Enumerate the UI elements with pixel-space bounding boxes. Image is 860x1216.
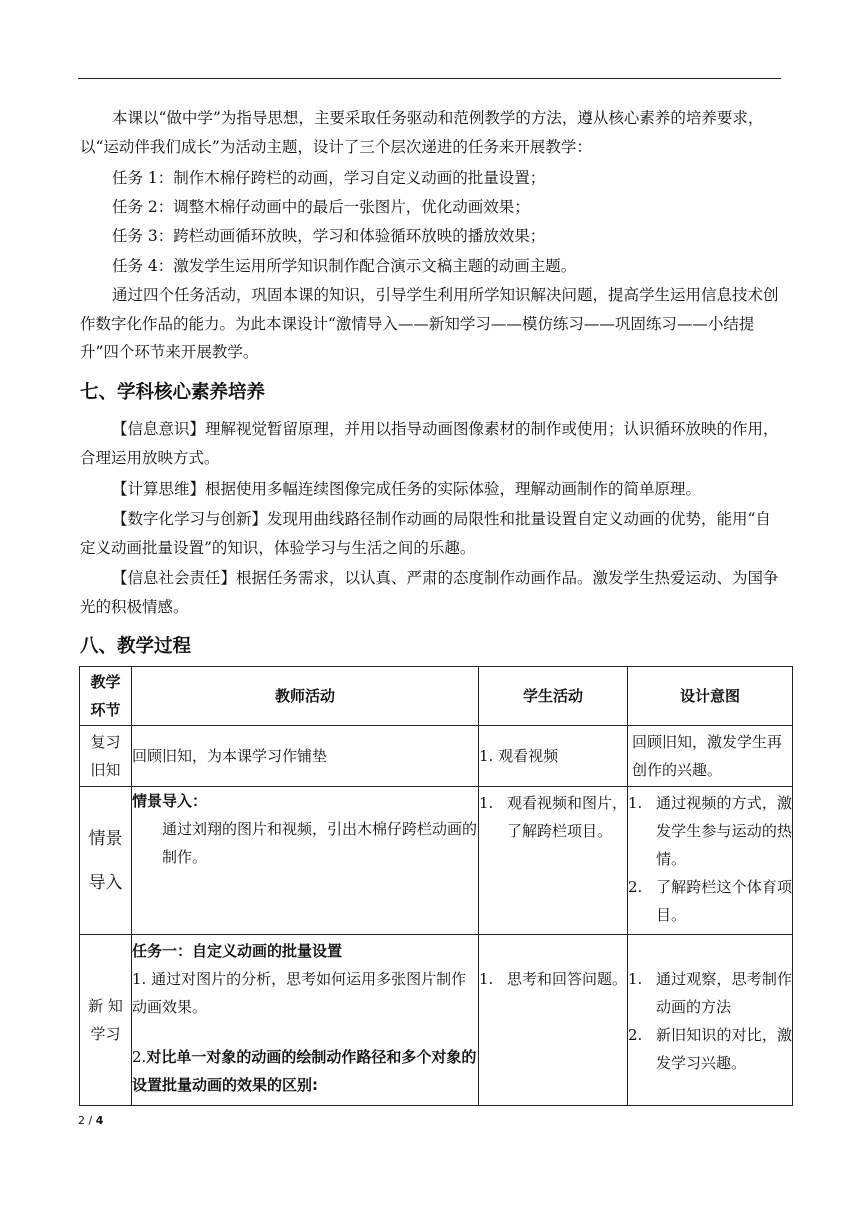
student-review: 1. 观看视频 bbox=[479, 726, 628, 787]
student-new-learning bbox=[479, 935, 628, 1106]
list-item: 2. 新旧知识的对比，激发学习兴趣。 bbox=[628, 1026, 792, 1072]
list-item: 1. 通过视频的方式，激发学生参与运动的热情。 bbox=[628, 794, 792, 868]
list-item: 1. 思考和回答问题。 bbox=[479, 970, 628, 988]
header-stage bbox=[80, 667, 132, 726]
intent-new-learning bbox=[628, 935, 793, 1106]
teacher-intro-body: 通过刘翔的图片和视频，引出木棉仔跨栏动画的制作。 bbox=[162, 820, 478, 866]
section-8-heading: 八、教学过程 bbox=[80, 636, 192, 657]
header-stage-line1: 教学 bbox=[90, 673, 121, 691]
header-stage-line2: 环节 bbox=[90, 701, 121, 719]
task-3-line: 任务 3：跨栏动画循环放映，学习和体验循环放映的播放效果； bbox=[112, 227, 546, 245]
table-row bbox=[80, 787, 793, 935]
student-intro bbox=[479, 787, 628, 935]
teacher-intro bbox=[132, 787, 479, 935]
summary-paragraph: 通过四个任务活动，巩固本课的知识，引导学生利用所学知识解决问题，提高学生运用信息技术创作数字化作品的能力。为此本课设计“激情导入——新知学习——模仿练习——巩固练习——小结提升”四个环节来开展教学。 bbox=[80, 286, 779, 361]
section-7-heading: 七、学科核心素养培养 bbox=[80, 382, 266, 403]
list-item: 1. 观看视频和图片，了解跨栏项目。 bbox=[479, 794, 628, 840]
stage-review-line1: 复习 bbox=[90, 733, 121, 751]
intro-paragraph: 本课以“做中学”为指导思想，主要采取任务驱动和范例教学的方法，遵从核心素养的培养要求，以“运动伴我们成长”为活动主题，设计了三个层次递进的任务来开展教学： bbox=[80, 109, 764, 156]
literacy-social-responsibility: 【信息社会责任】根据任务需求，以认真、严肃的态度制作动画作品。激发学生热爱运动、为国争光的积极情感。 bbox=[80, 569, 779, 616]
task-4-line: 任务 4：激发学生运用所学知识制作配合演示文稿主题的动画主题。 bbox=[112, 257, 577, 275]
stage-intro-line1: 情景 bbox=[88, 828, 123, 849]
teaching-process-table bbox=[79, 666, 793, 1106]
teacher-new-learning bbox=[132, 935, 479, 1106]
stage-new-line1: 新 知 bbox=[88, 997, 123, 1015]
literacy-information-awareness: 【信息意识】理解视觉暂留原理，并用以指导动画图像素材的制作或使用；认识循环放映的作用，合理运用放映方式。 bbox=[80, 420, 779, 467]
teacher-item-2: 2.对比单一对象的动画的绘制动作路径和多个对象的设置批量动画的效果的区别: bbox=[132, 1048, 477, 1094]
intent-intro bbox=[628, 787, 793, 935]
table-row bbox=[80, 935, 793, 1106]
page-number: 2 / 4 bbox=[78, 1114, 104, 1127]
stage-review bbox=[80, 726, 132, 787]
stage-review-line2: 旧知 bbox=[90, 761, 121, 779]
stage-new-learning bbox=[80, 935, 132, 1106]
task-1-line: 任务 1：制作木棉仔跨栏的动画，学习自定义动画的批量设置； bbox=[112, 169, 546, 187]
header-intent: 设计意图 bbox=[628, 667, 793, 726]
table-row bbox=[80, 726, 793, 787]
teacher-task1-title: 任务一：自定义动画的批量设置 bbox=[132, 942, 343, 960]
header-student: 学生活动 bbox=[479, 667, 628, 726]
teacher-item-1: 1. 通过对图片的分析，思考如何运用多张图片制作动画效果。 bbox=[132, 970, 467, 1016]
stage-intro bbox=[80, 787, 132, 935]
task-2-line: 任务 2：调整木棉仔动画中的最后一张图片，优化动画效果； bbox=[112, 198, 530, 216]
literacy-digital-learning: 【数字化学习与创新】发现用曲线路径制作动画的局限性和批量设置自定义动画的优势，能用“自定义动画批量设置”的知识，体验学习与生活之间的乐趣。 bbox=[80, 510, 771, 557]
header-rule bbox=[78, 78, 781, 79]
literacy-computational-thinking: 【计算思维】根据使用多幅连续图像完成任务的实际体验，理解动画制作的简单原理。 bbox=[112, 480, 702, 498]
list-item: 1. 通过观察，思考制作动画的方法 bbox=[628, 970, 792, 1016]
stage-intro-line2: 导入 bbox=[88, 872, 123, 893]
stage-new-line2: 学习 bbox=[90, 1025, 121, 1043]
intent-review: 回顾旧知，激发学生再创作的兴趣。 bbox=[628, 726, 793, 787]
header-teacher: 教师活动 bbox=[132, 667, 479, 726]
table-header-row bbox=[80, 667, 793, 726]
teacher-review: 回顾旧知，为本课学习作铺垫 bbox=[132, 726, 479, 787]
list-item: 2. 了解跨栏这个体育项目。 bbox=[628, 878, 792, 924]
teacher-intro-title: 情景导入： bbox=[132, 792, 208, 810]
